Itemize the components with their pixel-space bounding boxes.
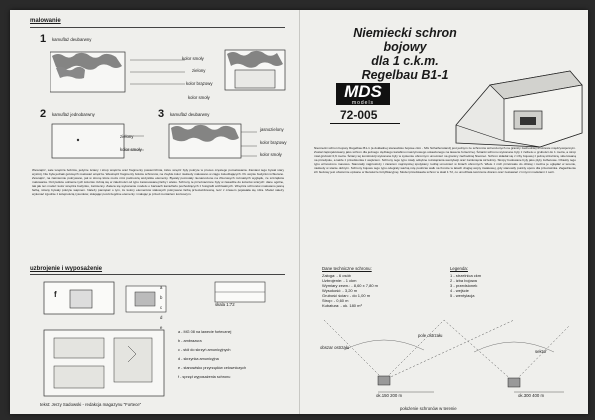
legend-row-0: 1 - strzelnica ckm bbox=[450, 273, 482, 278]
instruction-sheet bbox=[10, 10, 588, 414]
kit-number: 72-005 bbox=[340, 108, 378, 122]
painting-rule bbox=[30, 27, 285, 28]
legend-b: b - ambrazura bbox=[178, 339, 202, 343]
color-label-green-1: zielony bbox=[192, 68, 206, 73]
part-label-b: b bbox=[160, 295, 163, 300]
construction-heading: uzbrojenie i wyposażenie bbox=[30, 266, 103, 272]
data-row-4: Grubość ścian: - do 1,00 m bbox=[322, 293, 371, 298]
brand-subtitle: models bbox=[351, 100, 375, 106]
part-label-c: c bbox=[160, 305, 163, 310]
step-1-label: kamuflaż deubarwny bbox=[52, 37, 92, 42]
map-label-center: pole ostrzału bbox=[418, 333, 443, 338]
data-row-0: Załoga: - 6 osób bbox=[322, 273, 351, 278]
construction-rule bbox=[30, 274, 285, 275]
color-label-tar-4: kolor smoły bbox=[260, 152, 282, 157]
step-3-label: kamuflaż deubarwny bbox=[170, 112, 210, 117]
bunker-illustration bbox=[450, 55, 585, 150]
color-label-tar-2: kolor smoły bbox=[188, 95, 210, 100]
data-row-2: Wymiary zewn.: - 8,60 x 7,80 m bbox=[322, 283, 378, 288]
title-line-3: Regelbau B1-1 bbox=[361, 68, 449, 82]
data-heading: Dane techniczne schronu: bbox=[322, 266, 372, 271]
legend-heading: Legenda: bbox=[450, 266, 468, 271]
map-caption: położenie schronów w terenie bbox=[400, 406, 457, 411]
legend-e: e - stanowisko przyrządów celowniczych bbox=[178, 366, 247, 370]
part-label-e: e bbox=[160, 325, 163, 330]
data-row-3: Wysokość: - 3,20 m bbox=[322, 288, 358, 293]
part-label-f: f bbox=[54, 290, 57, 299]
part-label-d: d bbox=[160, 315, 163, 320]
part-label-a: a bbox=[160, 285, 163, 290]
step-1-number: 1 bbox=[40, 33, 47, 45]
step-3-number: 3 bbox=[158, 108, 165, 120]
step-2-drawing bbox=[48, 118, 148, 173]
left-page bbox=[10, 10, 299, 414]
map-distance-1: ok.150 200 m bbox=[376, 393, 403, 398]
legend-row-1: 2 - izba bojowa bbox=[450, 278, 477, 283]
step-2-label: kamuflaż jednobarwny bbox=[52, 112, 95, 117]
data-row-6: Kubatura: - ok. 180 m³ bbox=[322, 303, 362, 308]
color-label-green-2: zielony bbox=[120, 134, 134, 139]
legend-c: c - stół do skrzyń amunicyjnych bbox=[178, 348, 231, 352]
painting-text: Wewnątrz, sale wnętrza bobrów, jedynie ściany i strop wnętrza oraz fragmenty powierzchnia, które wnętrz były pokryte w proces częstego pomalowania. Zamiast tego bywał stary wystrój. Nie była jednak gotowych malowań wnętrza. Wewnątrz fragmenty boków schronów, na zwykle kolor niekiedy malowano w ciągu zwiedzających. Po wojnie budynki rozbierano. Zewnątrz, na zaimiennie pokrywano, jak w stronę które może nimi podnoszą wszystkie elementy. Bywały pozostały nienaruszone na zbiorowych rozmaitych wyglądu, ze szczątków malowania. Oczywiście odcienie tych kolorów różnią się w zależności od typu zastosowanej farby i wieku. Schrony te przeznaczone były w zasadzie do kolorów szarych: dane ogólne, tak jak ten model: kolor wnętrza budynku, zaimienny. Zaleca się wykonanie modelu o barwach kamuflażu pochodzących z fotografii archiwalnych. Wnętrza schronów malowano jasną farbą, ściany bywały pokryte wapnem. Należy pamiętać o tym, że kolory elementów stalowych pokrywano farbą przeciwrdzewną, lecz z czasem pojawiała się rdza. Model należy wykonać zgodnie z kolejnością rysunków, sklejając poszczególne elementy i malując je przed montażem końcowym. bbox=[32, 168, 284, 197]
legend-row-3: 4 - wejście bbox=[450, 288, 469, 293]
brand-logo: MDS bbox=[336, 83, 390, 105]
painting-heading: malowanie bbox=[30, 18, 61, 24]
title-line-1: Niemiecki schron bojowy bbox=[353, 26, 457, 54]
data-row-1: Uzbrojenie: - 1 ckm bbox=[322, 278, 357, 283]
color-label-brown-2: kolor brązowy bbox=[260, 140, 287, 145]
history-text: Niemiecki schron bojowy Regelbau B1-1 (a dokładnej stanowisko bojowe ckm - MG Scharfenstand) jest jednym ze schronów wznoszonych na granicy zachodniej w okresie międzywojennym. Został zaprojektowany jako schron dla jednego ciężkiego karabinu maszynowego ustawionego na lawecie fortecznej. Ścianki schronu wykonane były z żelbetu o grubości do 1 metra, a strop miał grubość 0,6 metra. Ściany tej konstrukcji wykonane były w systemie obronnym umocnień na granicy zachodniej Niemiec. Schron składał się z izby bojowej z jedną strzelnicą, skierowaną na przedpole, a także z przedsionka z wejściem. Schrony tego typu miały odrębne rozwiązania wentylacji oraz zamknięcia strzelnicy. Stropy budowane były jako płyty żelbetowe. Obiekty tego typu wznoszono masowo. Stanowiły najprostszy i zarazem najczęściej spotykany rodzaj umocnień w liniach obronnych. Wiele z nich przetrwało do dzisiaj i można je oglądać w terenie, niekiedy w stanie dobrym. Schrony bojowe tego typu odegrały ważną rolę podczas walk na froncie w latach drugiej wojny światowej, gdy stanowiły punkty oporu dla przeciwnika. Zagadnienie ich budowy jest obszernie opisane w literaturze fortyfikacyjnej. Model przedstawia schron w skali 1:72, co umożliwia tworzenie dioram oraz zestawień z innymi modelami z serii. bbox=[314, 146, 576, 175]
data-row-5: Strop: - 0,60 m bbox=[322, 298, 349, 303]
field-of-fire-map bbox=[314, 310, 576, 400]
legend-a: a - MG 08 na lawecie fortecznej bbox=[178, 330, 232, 334]
step-1-drawing bbox=[50, 46, 290, 106]
map-label-left: obszar ostrzału bbox=[320, 345, 350, 350]
legend-row-4: 5 - wentylacja bbox=[450, 293, 475, 298]
detail-drawing bbox=[205, 278, 285, 318]
color-label-brown-1: kolor brązowy bbox=[186, 81, 213, 86]
legend-f: f - sprzęt wyposażenia schronu bbox=[178, 375, 231, 379]
map-label-right: sektor bbox=[535, 349, 547, 354]
construction-drawing bbox=[40, 280, 180, 400]
color-label-light-green: jasnozielony bbox=[260, 127, 284, 132]
kit-underline bbox=[330, 123, 400, 124]
scale-note: skala 1:72 bbox=[215, 302, 235, 307]
map-distance-2: ok.300 400 m bbox=[518, 393, 545, 398]
step-2-number: 2 bbox=[40, 108, 47, 120]
color-label-tar-1: kolor smoły bbox=[182, 56, 204, 61]
right-page bbox=[300, 10, 588, 414]
color-label-tar-3: kolor smoły bbox=[120, 147, 142, 152]
legend-d: d - skrzynka amunicyjna bbox=[178, 357, 219, 361]
title-line-2: dla 1 c.k.m. bbox=[371, 54, 439, 68]
footer-credit: tekst: Jerzy Sadowski - redakcja magazynu "Fortece" bbox=[40, 402, 142, 407]
legend-row-2: 3 - przedsionek bbox=[450, 283, 478, 288]
